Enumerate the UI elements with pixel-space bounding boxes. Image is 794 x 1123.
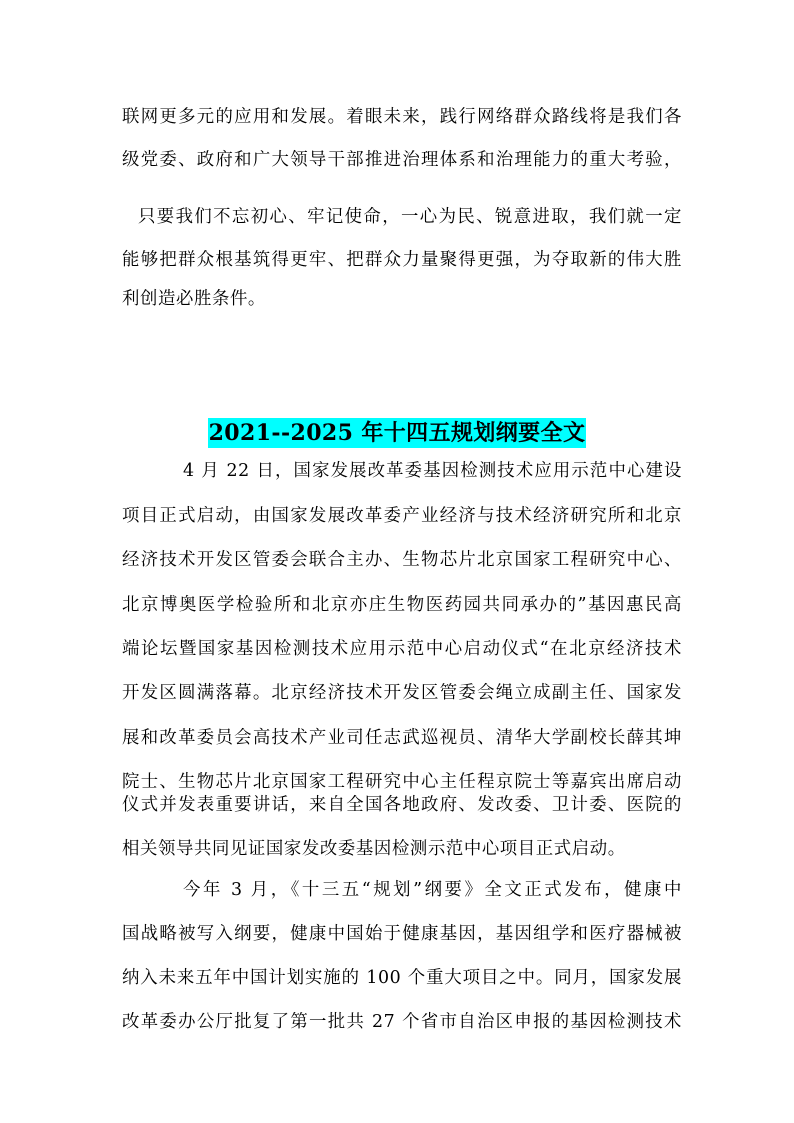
para1-line-9: 仪式并发表重要讲话，来自全国各地政府、发改委、卫计委、医院的 <box>122 795 682 815</box>
para1-line-5: 端论坛暨国家基因检测技术应用示范中心启动仪式“在北京经济技术 <box>122 639 682 659</box>
para1-line-1: 4 月 22 日，国家发展改革委基因检测技术应用示范中心建设 <box>183 461 682 481</box>
para1-line-4: 北京博奥医学检验所和北京亦庄生物医药园共同承办的”基因惠民高 <box>122 595 682 615</box>
para1-line-6: 开发区圆满落幕。北京经济技术开发区管委会绳立成副主任、国家发 <box>122 683 682 703</box>
intro-line-1: 联网更多元的应用和发展。着眼未来，践行网络群众路线将是我们各 <box>122 107 682 127</box>
para2-line-2: 国战略被写入纲要，健康中国始于健康基因，基因组学和医疗器械被 <box>122 924 682 944</box>
document-title: 2021--2025 年十四五规划纲要全文 <box>208 420 586 446</box>
title-wrap <box>0 418 794 448</box>
para1-line-7: 展和改革委员会高技术产业司任志武巡视员、清华大学副校长薛其坤 <box>122 728 682 748</box>
para1-line-8: 院士、生物芯片北京国家工程研究中心主任程京院士等嘉宾出席启动 <box>122 772 682 792</box>
para1-line-2: 项目正式启动，由国家发展改革委产业经济与技术经济研究所和北京 <box>122 506 682 526</box>
intro-line-2: 级党委、政府和广大领导干部推进治理体系和治理能力的重大考验， <box>122 150 682 170</box>
para1-line-3: 经济技术开发区管委会联合主办、生物芯片北京国家工程研究中心、 <box>122 550 682 570</box>
para1-line-10: 相关领导共同见证国家发改委基因检测示范中心项目正式启动。 <box>122 839 626 859</box>
intro-line-5: 利创造必胜条件。 <box>122 289 266 309</box>
para2-line-3: 纳入未来五年中国计划实施的 100 个重大项目之中。同月，国家发展 <box>122 968 682 988</box>
para2-line-1: 今年 3 月，《十三五“规划”纲要》全文正式发布，健康中 <box>183 880 682 900</box>
para2-line-4: 改革委办公厅批复了第一批共 27 个省市自治区申报的基因检测技术 <box>122 1012 682 1032</box>
intro-line-3: 只要我们不忘初心、牢记使命，一心为民、锐意进取，我们就一定 <box>138 207 682 227</box>
intro-line-4: 能够把群众根基筑得更牢、把群众力量聚得更强，为夺取新的伟大胜 <box>122 250 682 270</box>
